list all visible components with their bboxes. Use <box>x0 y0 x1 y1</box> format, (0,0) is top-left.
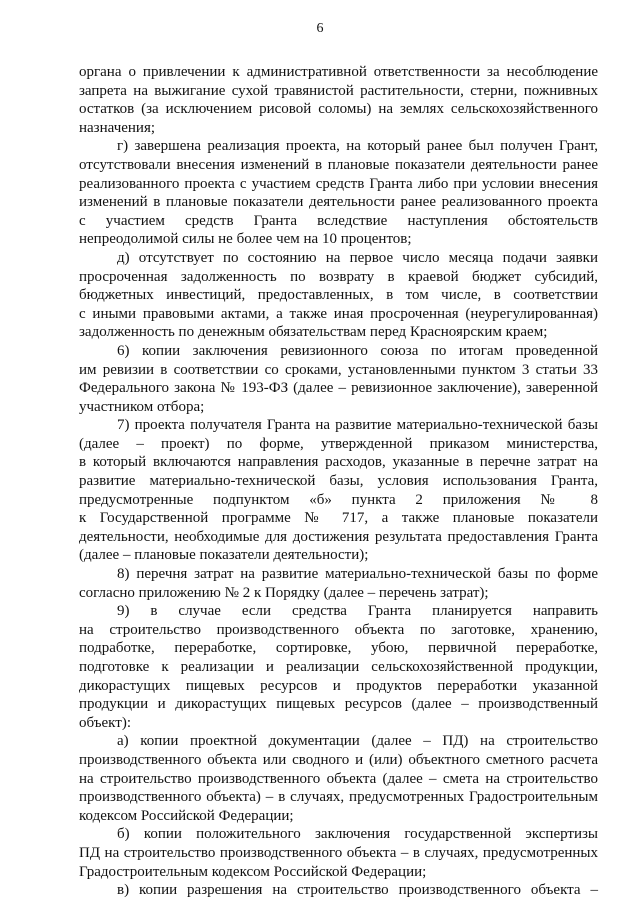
text-line: кодексом Российской Федерации; <box>79 807 294 824</box>
text-line: 7) проекта получателя Гранта на развитие материально-технической базы <box>117 417 598 434</box>
text-line: дикорастущих пищевых ресурсов и продуктов переработки указанной <box>79 677 598 694</box>
text-line: Градостроительным кодексом Российской Федерации; <box>79 863 427 880</box>
text-line: изменений в плановые показатели деятельности ранее реализованного проекта <box>79 194 598 211</box>
text-line: бюджетных инвестиций, предоставленных, в том числе, в соответствии <box>79 287 598 304</box>
text-line: объект): <box>79 714 131 731</box>
text-line: отсутствовали внесения изменений в плановые показатели деятельности ранее <box>79 156 598 173</box>
text-line: просроченная задолженность по возврату в краевой бюджет субсидий, <box>79 268 598 285</box>
text-line: реализованного проекта с участием средств Гранта либо при условии внесения <box>79 175 598 192</box>
text-line: им ревизии в соответствии со сроками, установленными пунктом 3 статьи 33 <box>79 361 598 378</box>
text-line: д) отсутствует по состоянию на первое число месяца подачи заявки <box>117 249 598 266</box>
text-line: 6) копии заключения ревизионного союза по итогам проведенной <box>117 342 598 359</box>
text-line: подготовке к реализации и реализации сельскохозяйственной продукции, <box>79 659 598 675</box>
text-line: (далее – проект) по форме, утвержденной приказом министерства, <box>79 435 598 452</box>
text-line: на строительство производственного объекта по заготовке, хранению, <box>79 621 598 638</box>
document-body <box>79 63 598 900</box>
text-line: развитие материально-технической базы, условия использования Гранта, <box>79 473 598 490</box>
page-number: 6 <box>316 21 324 36</box>
text-line: предусмотренные подпунктом «б» пункта 2 приложения № 8 <box>79 491 598 508</box>
text-line: остатков (за исключением рисовой соломы) на землях сельскохозяйственного <box>79 101 598 118</box>
text-line: Федерального закона № 193-ФЗ (далее – ревизионное заключение), заверенной <box>79 380 598 397</box>
text-line: к Государственной программе № 717, а также плановые показатели <box>79 510 598 527</box>
text-line: задолженность по денежным обязательствам перед Красноярским краем; <box>79 324 548 341</box>
text-line: продукции и дикорастущих пищевых ресурсов (далее – производственный <box>79 696 598 713</box>
text-line: на строительство производственного объекта (далее – смета на строительство <box>79 770 598 787</box>
text-line: участником отбора; <box>79 398 205 415</box>
text-line: запрета на выжигание сухой травянистой растительности, стерни, пожнивных <box>79 82 598 99</box>
text-line: органа о привлечении к административной ответственности за несоблюдение <box>79 64 598 80</box>
text-line: (далее – плановые показатели деятельности); <box>79 547 369 564</box>
text-line: согласно приложению № 2 к Порядку (далее – перечень затрат); <box>79 584 489 601</box>
text-line: непреодолимой силы не более чем на 10 процентов; <box>79 231 412 248</box>
text-line: 9) в случае если средства Гранта планируется направить <box>117 603 598 620</box>
text-line: а) копии проектной документации (далее – ПД) на строительство <box>117 733 598 750</box>
text-line: ПД на строительство производственного объекта – в случаях, предусмотренных <box>79 844 598 861</box>
text-line: подработке, переработке, сортировке, убою, первичной переработке, <box>79 640 598 657</box>
text-line: г) завершена реализация проекта, на который ранее был получен Грант, <box>117 138 598 155</box>
text-line: в) копии разрешения на строительство производственного объекта – <box>117 882 598 899</box>
text-line: деятельности, необходимые для достижения результата предоставления Гранта <box>79 528 598 545</box>
text-line: производственного объекта) – в случаях, предусмотренных Градостроительным <box>79 789 598 806</box>
text-line: с участием средств Гранта вследствие наступления обстоятельств <box>79 212 598 229</box>
text-line: производственного объекта или сводного и (или) объектного сметного расчета <box>79 751 598 768</box>
text-line: в который включаются направления расходов, указанные в перечне затрат на <box>79 454 598 471</box>
text-line: с иными правовыми актами, а также иная просроченная (неурегулированная) <box>79 305 598 322</box>
text-line: б) копии положительного заключения государственной экспертизы <box>117 826 598 843</box>
text-line: назначения; <box>79 119 156 136</box>
text-line: 8) перечня затрат на развитие материально-технической базы по форме <box>117 566 598 583</box>
